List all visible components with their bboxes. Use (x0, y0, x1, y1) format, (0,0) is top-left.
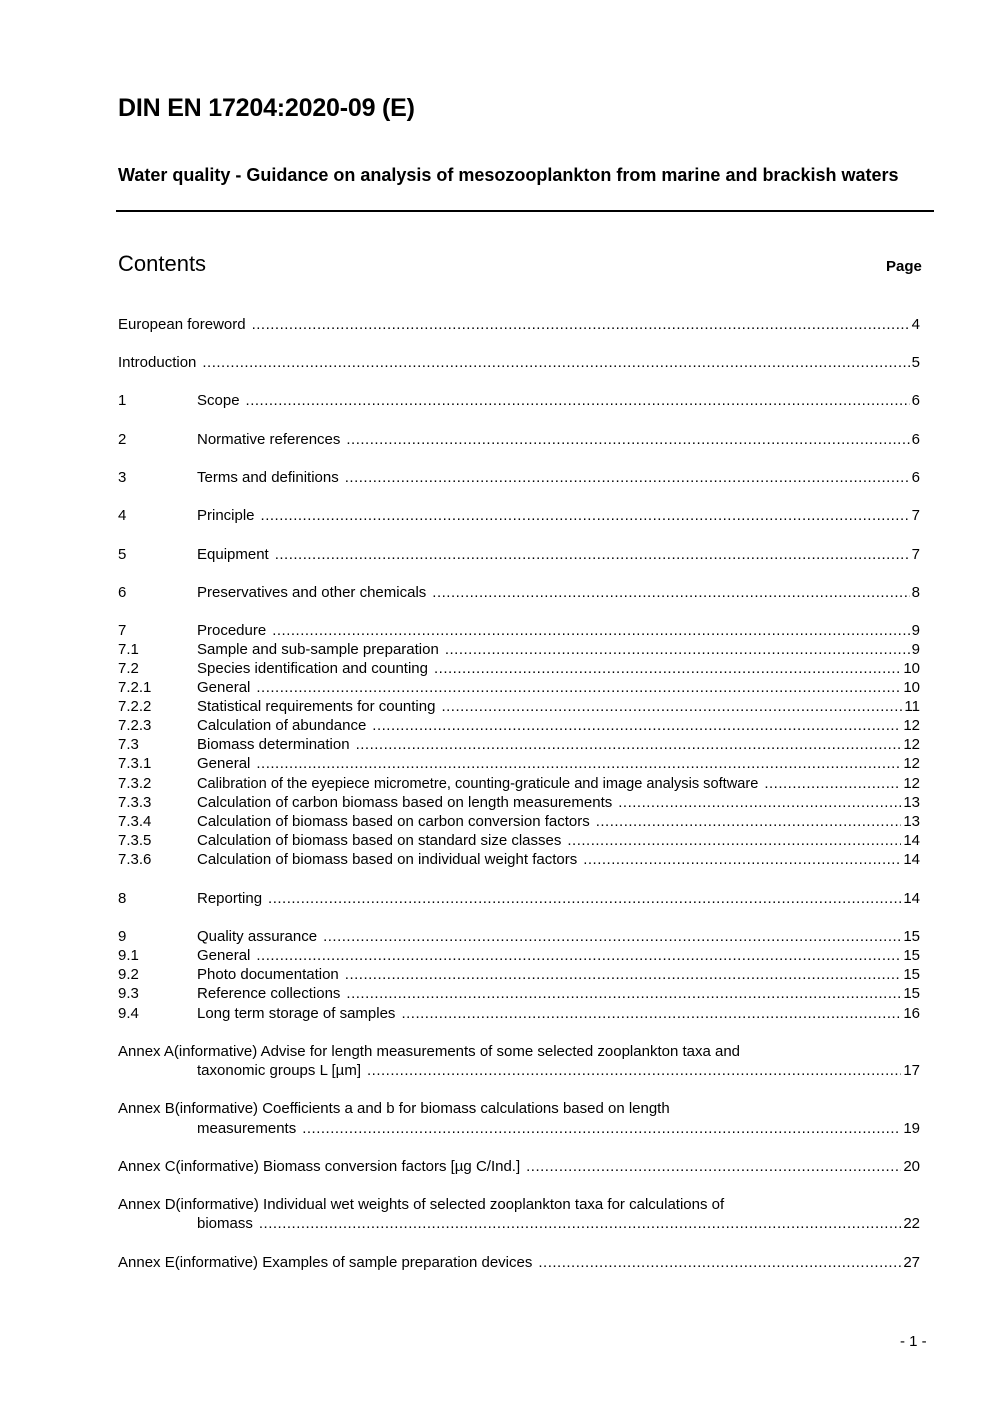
toc-leader (345, 966, 902, 985)
toc-leader (302, 1120, 901, 1139)
toc-entry-title: Calculation of abundance (197, 717, 367, 734)
toc-entry-title: General (197, 947, 251, 964)
toc-entry-2[interactable] (118, 431, 920, 450)
toc-entry-9-2[interactable] (118, 966, 920, 985)
toc-leader (432, 584, 909, 603)
toc-entry-page: 4 (911, 316, 920, 333)
toc-entry-page: 12 (903, 717, 920, 734)
toc-entry-page: 6 (911, 431, 920, 448)
toc-entry-title: Annex E(informative) Examples of sample preparation devices (118, 1254, 533, 1271)
toc-entry-page: 15 (903, 966, 920, 983)
toc-entry-title: Annex C(informative) Biomass conversion factors [µg C/Ind.] (118, 1158, 521, 1175)
toc-entry-title: Sample and sub-sample preparation (197, 641, 439, 658)
toc-entry-page: 12 (903, 775, 920, 792)
toc-entry-page: 5 (911, 354, 920, 371)
toc-entry-page: 8 (911, 584, 920, 601)
toc-entry-page: 6 (911, 392, 920, 409)
toc-entry-number: 7.2 (118, 660, 139, 677)
toc-entry-8[interactable] (118, 890, 920, 909)
toc-entry-page: 10 (903, 679, 920, 696)
toc-entry-title: General (197, 755, 251, 772)
toc-leader (345, 469, 910, 488)
toc-entry-page: 13 (903, 794, 920, 811)
toc-entry-5[interactable] (118, 546, 920, 565)
toc-entry-page: 7 (911, 546, 920, 563)
toc-leader (346, 985, 901, 1004)
toc-entry-1[interactable] (118, 392, 920, 411)
toc-annex-d[interactable] (197, 1215, 920, 1234)
toc-entry-page: 14 (903, 832, 920, 849)
toc-entry-title: Calculation of carbon biomass based on length measurements (197, 794, 613, 811)
toc-leader (346, 431, 909, 450)
toc-entry-page: 15 (903, 947, 920, 964)
toc-entry-9-1[interactable] (118, 947, 920, 966)
toc-entry-number: 9.4 (118, 1005, 139, 1022)
toc-entry-page: 11 (904, 698, 920, 715)
toc-entry-number: 8 (118, 890, 127, 907)
toc-leader (567, 832, 901, 851)
toc-leader (526, 1158, 901, 1177)
toc-entry-number: 7.2.3 (118, 717, 152, 734)
toc-entry-7-3-4[interactable] (118, 813, 920, 832)
toc-annex-a-title[interactable]: Annex A(informative) Advise for length measurements of some selected zooplankton taxa and (118, 1043, 741, 1060)
toc-leader (275, 546, 910, 565)
toc-entry-number: 7.2.1 (118, 679, 152, 696)
toc-entry-page: 9 (911, 641, 920, 658)
toc-leader (256, 679, 901, 698)
toc-entry-number: 7.3.3 (118, 794, 152, 811)
document-title: Water quality - Guidance on analysis of mesozooplankton from marine and brackish waters (118, 165, 899, 185)
toc-leader (256, 947, 901, 966)
toc-entry-title: Biomass determination (197, 736, 350, 753)
toc-entry-page: 13 (903, 813, 920, 830)
toc-entry-number: 9 (118, 928, 127, 945)
toc-entry-7-2-2[interactable] (118, 698, 920, 717)
toc-entry-number: 7 (118, 622, 127, 639)
toc-entry-title: General (197, 679, 251, 696)
toc-entry-number: 7.3.5 (118, 832, 152, 849)
toc-leader (764, 775, 901, 794)
document-id: DIN EN 17204:2020-09 (E) (118, 94, 415, 122)
toc-entry-foreword[interactable] (118, 316, 920, 335)
toc-leader (434, 660, 901, 679)
toc-entry-title: Preservatives and other chemicals (197, 584, 427, 601)
toc-entry-title: Quality assurance (197, 928, 318, 945)
toc-entry-title: Photo documentation (197, 966, 339, 983)
toc-entry-page: 16 (903, 1005, 920, 1022)
toc-entry-6[interactable] (118, 584, 920, 603)
toc-leader (583, 851, 901, 870)
toc-leader (323, 928, 901, 947)
toc-leader (356, 736, 902, 755)
toc-entry-title: Procedure (197, 622, 267, 639)
toc-entry-title: Long term storage of samples (197, 1005, 396, 1022)
toc-entry-title: Calculation of biomass based on individual weight factors (197, 851, 578, 868)
toc-entry-page: 14 (903, 851, 920, 868)
toc-annex-a[interactable] (197, 1062, 920, 1081)
toc-annex-e[interactable] (118, 1254, 920, 1273)
toc-leader (246, 392, 910, 411)
toc-entry-number: 7.3.1 (118, 755, 152, 772)
toc-entry-number: 7.1 (118, 641, 139, 658)
toc-entry-7-2-1[interactable] (118, 679, 920, 698)
toc-entry-title: Reference collections (197, 985, 341, 1002)
toc-entry-page: 27 (903, 1254, 920, 1271)
toc-entry-7-3-5[interactable] (118, 832, 920, 851)
toc-entry-title: Principle (197, 507, 255, 524)
toc-leader (445, 641, 910, 660)
toc-entry-number: 5 (118, 546, 127, 563)
toc-entry-number: 1 (118, 392, 127, 409)
toc-annex-d-title[interactable]: Annex D(informative) Individual wet weights of selected zooplankton taxa for calculations of (118, 1196, 725, 1213)
toc-entry-page: 15 (903, 985, 920, 1002)
toc-entry-number: 9.3 (118, 985, 139, 1002)
toc-entry-page: 20 (903, 1158, 920, 1175)
toc-entry-title: European foreword (118, 316, 246, 333)
toc-entry-7-3-2[interactable] (118, 775, 920, 794)
toc-entry-page: 6 (911, 469, 920, 486)
toc-leader (259, 1215, 901, 1234)
page-column-heading: Page (886, 258, 922, 275)
toc-entry-title: Calibration of the eyepiece micrometre, counting-graticule and image analysis software (197, 776, 759, 792)
toc-annex-c[interactable] (118, 1158, 920, 1177)
toc-leader (272, 622, 909, 641)
toc-leader (441, 698, 902, 717)
toc-entry-page: 12 (903, 736, 920, 753)
toc-leader (538, 1254, 901, 1273)
toc-entry-page: 22 (903, 1215, 920, 1232)
toc-entry-7-3[interactable] (118, 736, 920, 755)
toc-entry-title: Normative references (197, 431, 341, 448)
toc-leader (261, 507, 910, 526)
toc-entry-number: 9.1 (118, 947, 139, 964)
toc-entry-number: 7.3.6 (118, 851, 152, 868)
toc-entry-number: 6 (118, 584, 127, 601)
toc-leader (256, 755, 901, 774)
toc-entry-number: 7.3.2 (118, 775, 152, 792)
toc-entry-page: 12 (903, 755, 920, 772)
toc-leader (372, 717, 901, 736)
toc-leader (401, 1005, 901, 1024)
toc-entry-page: 7 (911, 507, 920, 524)
toc-entry-7-2[interactable] (118, 660, 920, 679)
toc-leader (252, 316, 910, 335)
toc-entry-4[interactable] (118, 507, 920, 526)
toc-entry-7-3-6[interactable] (118, 851, 920, 870)
toc-annex-b[interactable] (197, 1120, 920, 1139)
toc-entry-7-3-3[interactable] (118, 794, 920, 813)
toc-entry-title: Species identification and counting (197, 660, 428, 677)
toc-annex-continuation: measurements (197, 1120, 297, 1137)
toc-entry-title: Reporting (197, 890, 263, 907)
toc-leader (268, 890, 901, 909)
toc-entry-number: 9.2 (118, 966, 139, 983)
toc-entry-number: 7.2.2 (118, 698, 152, 715)
toc-entry-title: Calculation of biomass based on standard size classes (197, 832, 562, 849)
toc-entry-7[interactable] (118, 622, 920, 641)
toc-entry-title: Statistical requirements for counting (197, 698, 436, 715)
toc-entry-title: Terms and definitions (197, 469, 339, 486)
toc-entry-number: 4 (118, 507, 127, 524)
toc-entry-7-1[interactable] (118, 641, 920, 660)
toc-entry-page: 14 (903, 890, 920, 907)
toc-entry-title: Calculation of biomass based on carbon conversion factors (197, 813, 590, 830)
toc-entry-7-3-1[interactable] (118, 755, 920, 774)
toc-entry-number: 3 (118, 469, 127, 486)
toc-entry-page: 15 (903, 928, 920, 945)
toc-entry-title: Introduction (118, 354, 197, 371)
toc-annex-b-title[interactable]: Annex B(informative) Coefficients a and b for biomass calculations based on length (118, 1100, 670, 1117)
toc-entry-3[interactable] (118, 469, 920, 488)
toc-entry-page: 9 (911, 622, 920, 639)
toc-leader (202, 354, 909, 373)
page-number: - 1 - (900, 1333, 927, 1350)
toc-entry-9-3[interactable] (118, 985, 920, 1004)
toc-entry-introduction[interactable] (118, 354, 920, 373)
toc-leader (618, 794, 901, 813)
toc-entry-9[interactable] (118, 928, 920, 947)
toc-entry-number: 7.3 (118, 736, 139, 753)
toc-entry-page: 10 (903, 660, 920, 677)
contents-heading: Contents (118, 251, 207, 276)
toc-entry-9-4[interactable] (118, 1005, 920, 1024)
toc-entry-7-2-3[interactable] (118, 717, 920, 736)
toc-entry-title: Equipment (197, 546, 269, 563)
toc-annex-continuation: taxonomic groups L [µm] (197, 1062, 361, 1079)
toc-annex-continuation: biomass (197, 1215, 253, 1232)
toc-leader (367, 1062, 901, 1081)
toc-entry-number: 2 (118, 431, 127, 448)
toc-entry-number: 7.3.4 (118, 813, 152, 830)
toc-entry-page: 19 (903, 1120, 920, 1137)
toc-entry-title: Scope (197, 392, 240, 409)
toc-entry-page: 17 (903, 1062, 920, 1079)
toc-leader (596, 813, 902, 832)
